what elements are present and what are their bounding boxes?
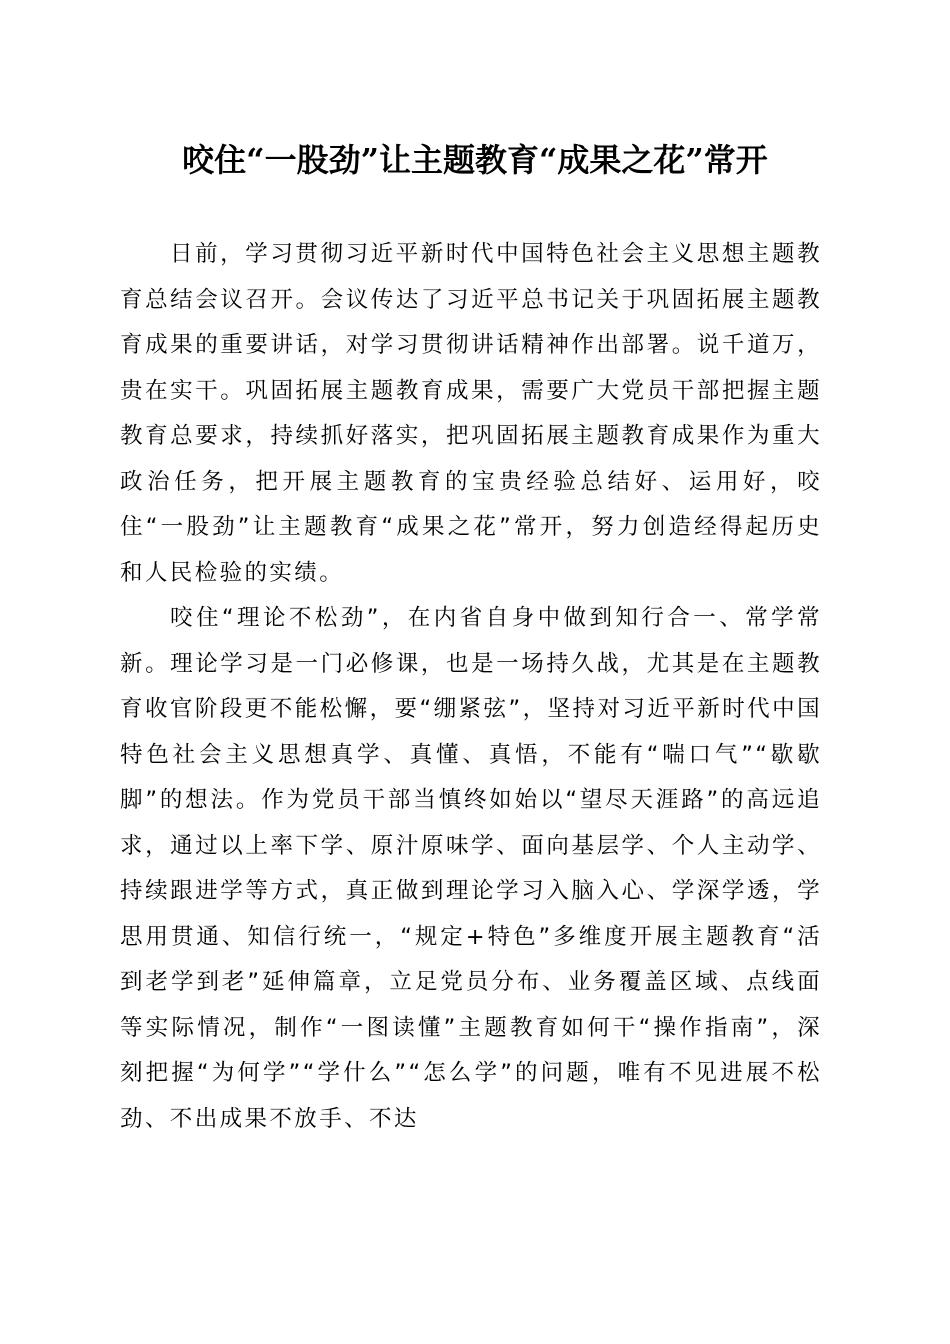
document-title: 咬住“一股劲”让主题教育“成果之花”常开 <box>182 141 768 179</box>
paragraph-2: 咬住“理论不松劲”，在内省自身中做到知行合一、常学常新。理论学习是一门必修课，也是一场持久战，尤其是在主题教育收官阶段更不能松懈，要“绷紧弦”，坚持对习近平新时代中国特色社会主义思想真学、真懂、真悟，不能有“喘口气”“歇歇脚”的想法。作为党员干部当慎终如始以“望尽天涯路”的高远追求，通过以上率下学、原汁原味学、面向基层学、个人主动学、持续跟进学等方式，真正做到理论学习入脑入心、学深学透，学思用贯通、知信行统一，“规定+特色”多维度开展主题教育“活到老学到老”延伸篇章，立足党员分布、业务覆盖区域、点线面等实际情况，制作“一图读懂”主题教育如何干“操作指南”，深刻把握“为何学”“学什么”“怎么学”的问题，唯有不见进展不松劲、不出成果不放手、不达 <box>120 605 822 1132</box>
document-body <box>120 232 822 1142</box>
paragraph-1: 日前，学习贯彻习近平新时代中国特色社会主义思想主题教育总结会议召开。会议传达了习近平总书记关于巩固拓展主题教育成果的重要讲话，对学习贯彻讲话精神作出部署。说千道万，贵在实干。巩固拓展主题教育成果，需要广大党员干部把握主题教育总要求，持续抓好落实，把巩固拓展主题教育成果作为重大政治任务，把开展主题教育的宝贵经验总结好、运用好，咬住“一股劲”让主题教育“成果之花”常开，努力创造经得起历史和人民检验的实绩。 <box>120 241 822 586</box>
